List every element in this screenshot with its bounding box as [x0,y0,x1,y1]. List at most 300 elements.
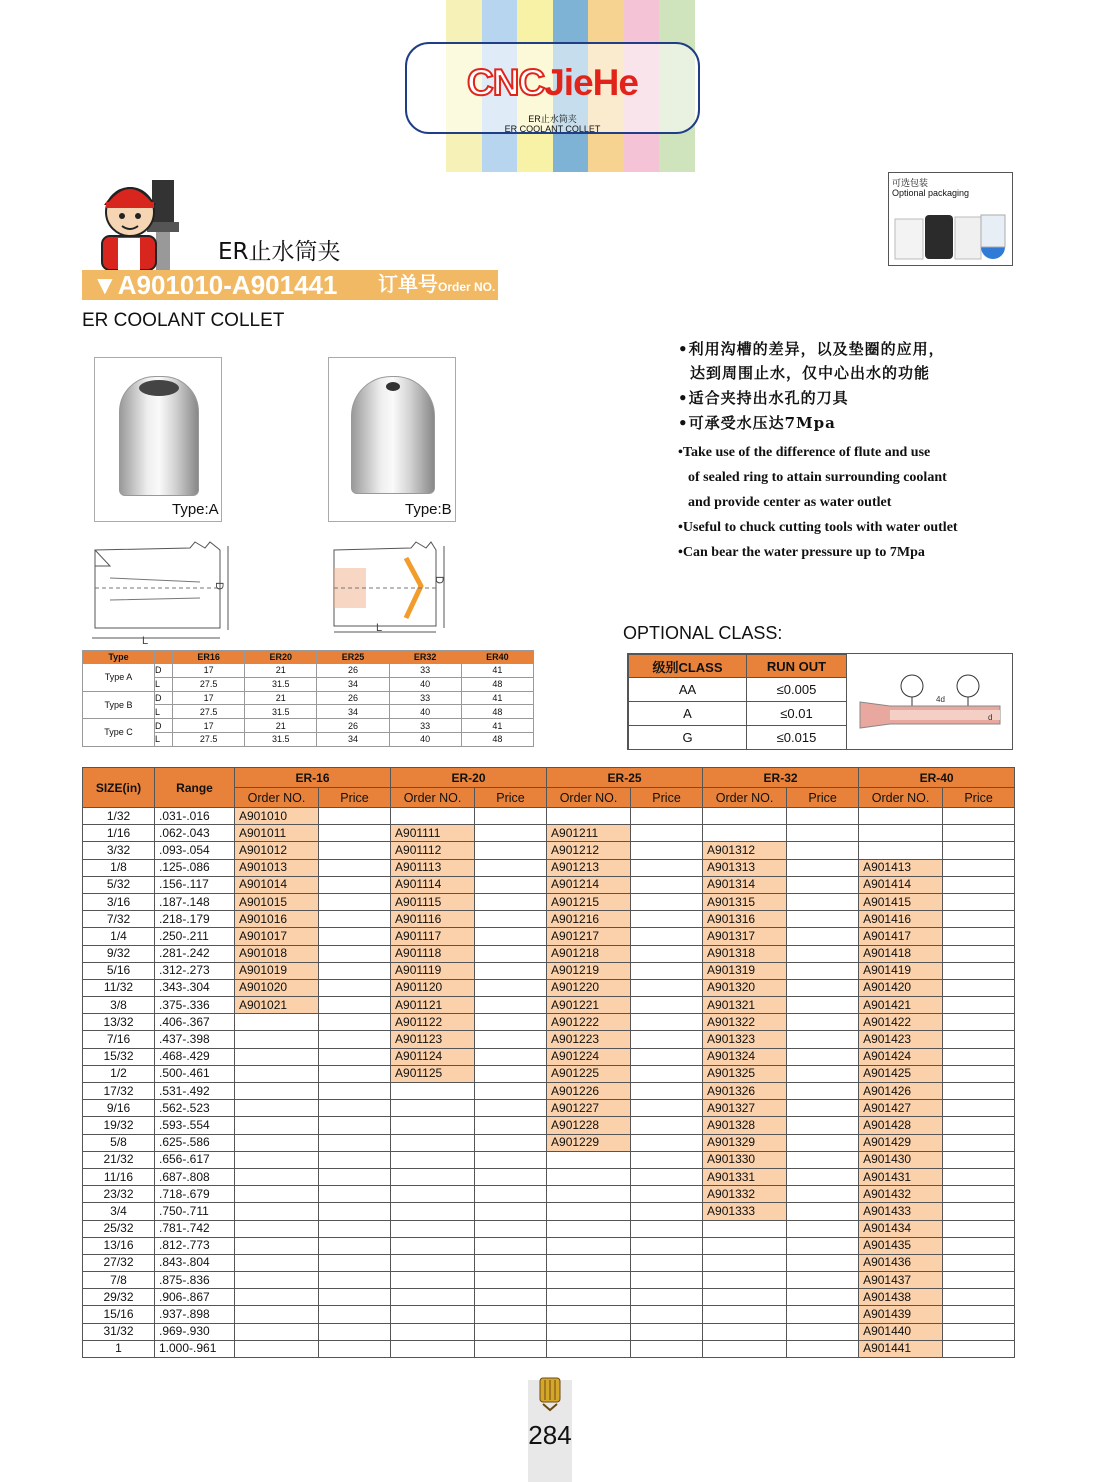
order-no-cell: A901117 [391,928,475,945]
price-cell [319,1203,391,1220]
feature-cn-2: 达到周围止水，仅中心出水的功能 [690,364,931,382]
price-header: Price [943,788,1015,808]
order-no-cell: A901124 [391,1048,475,1065]
dim-cell: D [155,691,173,705]
dim-header: ER32 [389,651,461,664]
order-no-cell: A901427 [859,1100,943,1117]
order-no-cell [703,1340,787,1357]
order-no-cell [391,1237,475,1254]
range-cell: .718-.679 [155,1186,235,1203]
order-no-cell [391,1272,475,1289]
diagram-label-d: d [988,713,993,722]
dim-cell: 21 [245,664,317,678]
range-cell: .468-.429 [155,1048,235,1065]
price-cell [475,911,547,928]
order-no-cell: A901331 [703,1168,787,1185]
price-cell [475,1083,547,1100]
price-cell [319,808,391,825]
range-cell: .562-.523 [155,1100,235,1117]
dim-cell: D [155,719,173,733]
order-no-cell: A901228 [547,1117,631,1134]
price-cell [319,1186,391,1203]
order-no-cell: A901435 [859,1237,943,1254]
order-no-cell: A901323 [703,1031,787,1048]
order-no-cell [547,1340,631,1357]
order-no-cell: A901426 [859,1083,943,1100]
order-no-cell [235,1220,319,1237]
runout-cell: ≤0.01 [747,702,847,726]
price-cell [319,1117,391,1134]
price-cell [475,1237,547,1254]
dim-cell: 34 [317,705,389,719]
dim-cell: 27.5 [173,732,245,746]
price-cell [787,1203,859,1220]
dim-cell: 27.5 [173,705,245,719]
order-no-cell: A901315 [703,893,787,910]
product-title-cn: ER止水筒夹 [218,239,341,265]
table-row [83,825,1015,842]
order-no-cell [859,842,943,859]
dim-cell: 48 [461,705,533,719]
dim-cell: 33 [389,664,461,678]
order-no-cell [235,1014,319,1031]
price-cell [475,962,547,979]
drawing-type-a [80,538,245,646]
order-no-cell: A901428 [859,1117,943,1134]
range-cell: .531-.492 [155,1083,235,1100]
price-cell [319,1100,391,1117]
order-no-cell [235,1289,319,1306]
price-cell [787,1083,859,1100]
price-cell [943,1323,1015,1340]
price-cell [631,808,703,825]
price-cell [475,1031,547,1048]
order-no-cell: A901212 [547,842,631,859]
table-row [83,1272,1015,1289]
price-cell [475,979,547,996]
price-cell [319,1151,391,1168]
size-cell: 5/32 [83,876,155,893]
order-no-cell: A901218 [547,945,631,962]
order-no-cell [235,1031,319,1048]
price-cell [319,911,391,928]
order-no-cell [235,1272,319,1289]
price-cell [943,1083,1015,1100]
dim-cell: 40 [389,677,461,691]
brand-logo-box [405,42,700,134]
range-cell: .906-.867 [155,1289,235,1306]
table-row [83,1065,1015,1082]
order-no-cell: A901011 [235,825,319,842]
product-title-en: ER COOLANT COLLET [82,310,285,331]
order-no-cell: A901440 [859,1323,943,1340]
order-no-cell: A901012 [235,842,319,859]
price-header: Price [787,788,859,808]
dim-cell: 34 [317,677,389,691]
class-cell: A [629,702,747,726]
order-no-header: Order NO. [235,788,319,808]
dim-cell: 27.5 [173,677,245,691]
size-cell: 7/32 [83,911,155,928]
class-cell: G [629,726,747,750]
price-cell [943,876,1015,893]
price-cell [787,1117,859,1134]
order-no-cell: A901430 [859,1151,943,1168]
order-no-cell [235,1203,319,1220]
price-cell [475,928,547,945]
price-cell [787,825,859,842]
order-no-cell [391,1100,475,1117]
order-no-cell [235,1254,319,1271]
price-cell [475,1117,547,1134]
feature-cn-3: •适合夹持出水孔的刀具 [678,389,849,407]
size-cell: 21/32 [83,1151,155,1168]
dim-header: ER40 [461,651,533,664]
dim-cell: 33 [389,691,461,705]
size-cell: 1/32 [83,808,155,825]
order-no-cell [235,1306,319,1323]
order-no-cell [235,1083,319,1100]
price-cell [787,911,859,928]
order-no-cell: A901223 [547,1031,631,1048]
dim-cell: 40 [389,705,461,719]
price-cell [475,1323,547,1340]
order-no-cell: A901115 [391,893,475,910]
order-no-cell: A901422 [859,1014,943,1031]
price-cell [631,1065,703,1082]
range-cell: .031-.016 [155,808,235,825]
order-no-cell [391,1117,475,1134]
dim-header: ER20 [245,651,317,664]
order-no-cell [235,1134,319,1151]
size-cell: 13/32 [83,1014,155,1031]
price-cell [943,808,1015,825]
order-no-cell [703,1237,787,1254]
dim-header: ER16 [173,651,245,664]
size-cell: 5/8 [83,1134,155,1151]
dim-row [83,664,534,678]
order-no-cell: A901020 [235,979,319,996]
order-no-cell [235,1048,319,1065]
order-no-cell [235,1186,319,1203]
price-cell [787,1289,859,1306]
size-header: SIZE(in) [83,768,155,808]
order-no-cell [391,1220,475,1237]
size-cell: 23/32 [83,1186,155,1203]
price-cell [787,945,859,962]
table-row [83,1014,1015,1031]
order-no-cell [391,1203,475,1220]
order-no-cell [391,808,475,825]
price-cell [319,1254,391,1271]
price-cell [631,1048,703,1065]
order-no-cell: A901322 [703,1014,787,1031]
price-header: Price [319,788,391,808]
runout-cell: ≤0.015 [747,726,847,750]
size-cell: 3/32 [83,842,155,859]
range-cell: .062-.043 [155,825,235,842]
price-cell [475,1168,547,1185]
range-cell: .437-.398 [155,1031,235,1048]
dim-header: ER25 [317,651,389,664]
price-cell [475,1272,547,1289]
price-cell [475,1065,547,1082]
price-cell [319,997,391,1014]
order-no-cell: A901226 [547,1083,631,1100]
price-cell [319,842,391,859]
table-row [83,893,1015,910]
size-cell: 9/32 [83,945,155,962]
order-no-cell [547,1168,631,1185]
price-cell [787,1323,859,1340]
size-cell: 11/32 [83,979,155,996]
class-row [629,678,847,702]
order-no-cell [235,1237,319,1254]
price-cell [631,945,703,962]
mascot-illustration [92,172,202,272]
order-no-cell [391,1254,475,1271]
range-cell: .312-.273 [155,962,235,979]
dim-cell: L [155,677,173,691]
dimension-table [82,650,534,747]
range-cell: .843-.804 [155,1254,235,1271]
table-row [83,979,1015,996]
order-no-cell: A901328 [703,1117,787,1134]
order-no-cell: A901431 [859,1168,943,1185]
price-cell [787,1237,859,1254]
order-no-cell: A901313 [703,859,787,876]
order-no-cell: A901420 [859,979,943,996]
dim-cell: 26 [317,664,389,678]
order-no-cell: A901121 [391,997,475,1014]
size-cell: 13/16 [83,1237,155,1254]
price-cell [631,1254,703,1271]
order-no-cell: A901424 [859,1048,943,1065]
order-no-cell: A901416 [859,911,943,928]
price-cell [787,1031,859,1048]
order-number-table [82,767,1015,1358]
order-no-cell: A901419 [859,962,943,979]
price-header: Price [475,788,547,808]
dim-header: Type [83,651,155,664]
dim-cell: D [155,664,173,678]
packaging-label-en: Optional packaging [892,188,970,198]
order-no-cell [547,1186,631,1203]
price-cell [319,893,391,910]
table-row [83,1083,1015,1100]
price-cell [943,1237,1015,1254]
dim-label-d: D [213,582,225,590]
price-cell [319,859,391,876]
table-row [83,1151,1015,1168]
price-cell [475,876,547,893]
order-no-cell: A901216 [547,911,631,928]
order-no-cell: A901019 [235,962,319,979]
size-cell: 3/16 [83,893,155,910]
range-cell: .781-.742 [155,1220,235,1237]
photo-label-type-b: Type:B [405,501,452,518]
price-cell [787,808,859,825]
table-row [83,1031,1015,1048]
table-row [83,808,1015,825]
order-no-cell: A901113 [391,859,475,876]
price-cell [631,1100,703,1117]
photo-type-a [94,357,222,522]
order-no-header: Order NO. [703,788,787,808]
order-no-cell: A901219 [547,962,631,979]
price-cell [631,1323,703,1340]
table-row [83,1289,1015,1306]
price-cell [475,859,547,876]
class-row [629,726,847,750]
price-cell [631,1306,703,1323]
table-row [83,876,1015,893]
order-no-cell: A901317 [703,928,787,945]
order-no-cell [391,1134,475,1151]
order-no-cell [391,1168,475,1185]
runout-class-table [628,654,847,750]
runout-header: RUN OUT [747,655,847,678]
size-cell: 15/32 [83,1048,155,1065]
order-no-cell: A901111 [391,825,475,842]
order-no-cell [391,1340,475,1357]
price-cell [319,876,391,893]
dim-label-l: L [142,635,149,646]
size-cell: 7/16 [83,1031,155,1048]
dim-cell: 48 [461,677,533,691]
order-no-cell [703,808,787,825]
size-cell: 15/16 [83,1306,155,1323]
dim-label-d-b: D [433,576,445,584]
order-no-cell [703,1306,787,1323]
price-cell [631,1340,703,1357]
price-cell [943,1117,1015,1134]
range-cell: .625-.586 [155,1134,235,1151]
order-no-cell: A901222 [547,1014,631,1031]
size-cell: 11/16 [83,1168,155,1185]
price-cell [319,1272,391,1289]
order-no-cell: A901437 [859,1272,943,1289]
order-no-cell: A901330 [703,1151,787,1168]
price-cell [787,1306,859,1323]
price-cell [631,842,703,859]
order-no-header: Order NO. [547,788,631,808]
price-cell [319,1065,391,1082]
order-no-cell [235,1065,319,1082]
price-cell [943,1203,1015,1220]
range-cell: .125-.086 [155,859,235,876]
group-header: ER-16 [235,768,391,788]
order-no-header: Order NO. [859,788,943,808]
order-no-cell: A901436 [859,1254,943,1271]
price-cell [943,1065,1015,1082]
order-no-cell: A901429 [859,1134,943,1151]
price-cell [319,979,391,996]
order-no-cell: A901016 [235,911,319,928]
price-cell [943,1306,1015,1323]
price-cell [787,1186,859,1203]
order-no-cell: A901332 [703,1186,787,1203]
order-no-cell [235,1323,319,1340]
price-cell [787,997,859,1014]
price-cell [787,1065,859,1082]
table-row [83,945,1015,962]
order-no-cell: A901324 [703,1048,787,1065]
dim-cell: L [155,732,173,746]
order-no-cell: A901214 [547,876,631,893]
price-cell [475,1134,547,1151]
order-no-cell: A901425 [859,1065,943,1082]
price-cell [319,1083,391,1100]
feature-cn-4: •可承受水压达7Mpa [678,414,836,432]
table-row [83,997,1015,1014]
price-cell [787,1220,859,1237]
feature-en-1: •Take use of the difference of flute and use [678,445,931,460]
size-cell: 7/8 [83,1272,155,1289]
price-cell [631,1031,703,1048]
dim-cell: 48 [461,732,533,746]
price-cell [319,1048,391,1065]
size-cell: 25/32 [83,1220,155,1237]
price-cell [943,962,1015,979]
packaging-label-cn: 可选包装 [892,178,929,188]
size-cell: 27/32 [83,1254,155,1271]
order-no-cell [703,1289,787,1306]
price-cell [631,1220,703,1237]
price-cell [319,825,391,842]
price-cell [631,1117,703,1134]
price-cell [631,825,703,842]
order-no-cell: A901321 [703,997,787,1014]
runout-diagram [850,658,1010,746]
dim-cell: 41 [461,719,533,733]
price-cell [787,979,859,996]
range-cell: .218-.179 [155,911,235,928]
price-cell [787,928,859,945]
order-no-cell: A901122 [391,1014,475,1031]
price-cell [943,979,1015,996]
photo-type-b [328,357,456,522]
table-row [83,859,1015,876]
order-no-cell: A901013 [235,859,319,876]
order-no-cell: A901120 [391,979,475,996]
size-cell: 3/4 [83,1203,155,1220]
price-cell [475,842,547,859]
order-no-cell: A901015 [235,893,319,910]
feature-cn-1: •利用沟槽的差异，以及垫圈的应用， [678,340,945,358]
dim-cell: 26 [317,691,389,705]
price-cell [475,1254,547,1271]
price-cell [943,1100,1015,1117]
price-cell [631,1237,703,1254]
order-no-cell: A901220 [547,979,631,996]
range-cell: .593-.554 [155,1117,235,1134]
order-no-cell: A901329 [703,1134,787,1151]
order-no-cell: A901116 [391,911,475,928]
order-no-cell: A901418 [859,945,943,962]
price-cell [475,1306,547,1323]
logo-subtitle-en: ER COOLANT COLLET [504,124,601,134]
order-no-cell [235,1100,319,1117]
price-cell [631,1134,703,1151]
photo-label-type-a: Type:A [172,501,219,518]
order-no-cell [703,1220,787,1237]
price-cell [319,1340,391,1357]
price-cell [319,1323,391,1340]
table-row [83,1168,1015,1185]
table-row [83,928,1015,945]
order-no-cell [547,1203,631,1220]
